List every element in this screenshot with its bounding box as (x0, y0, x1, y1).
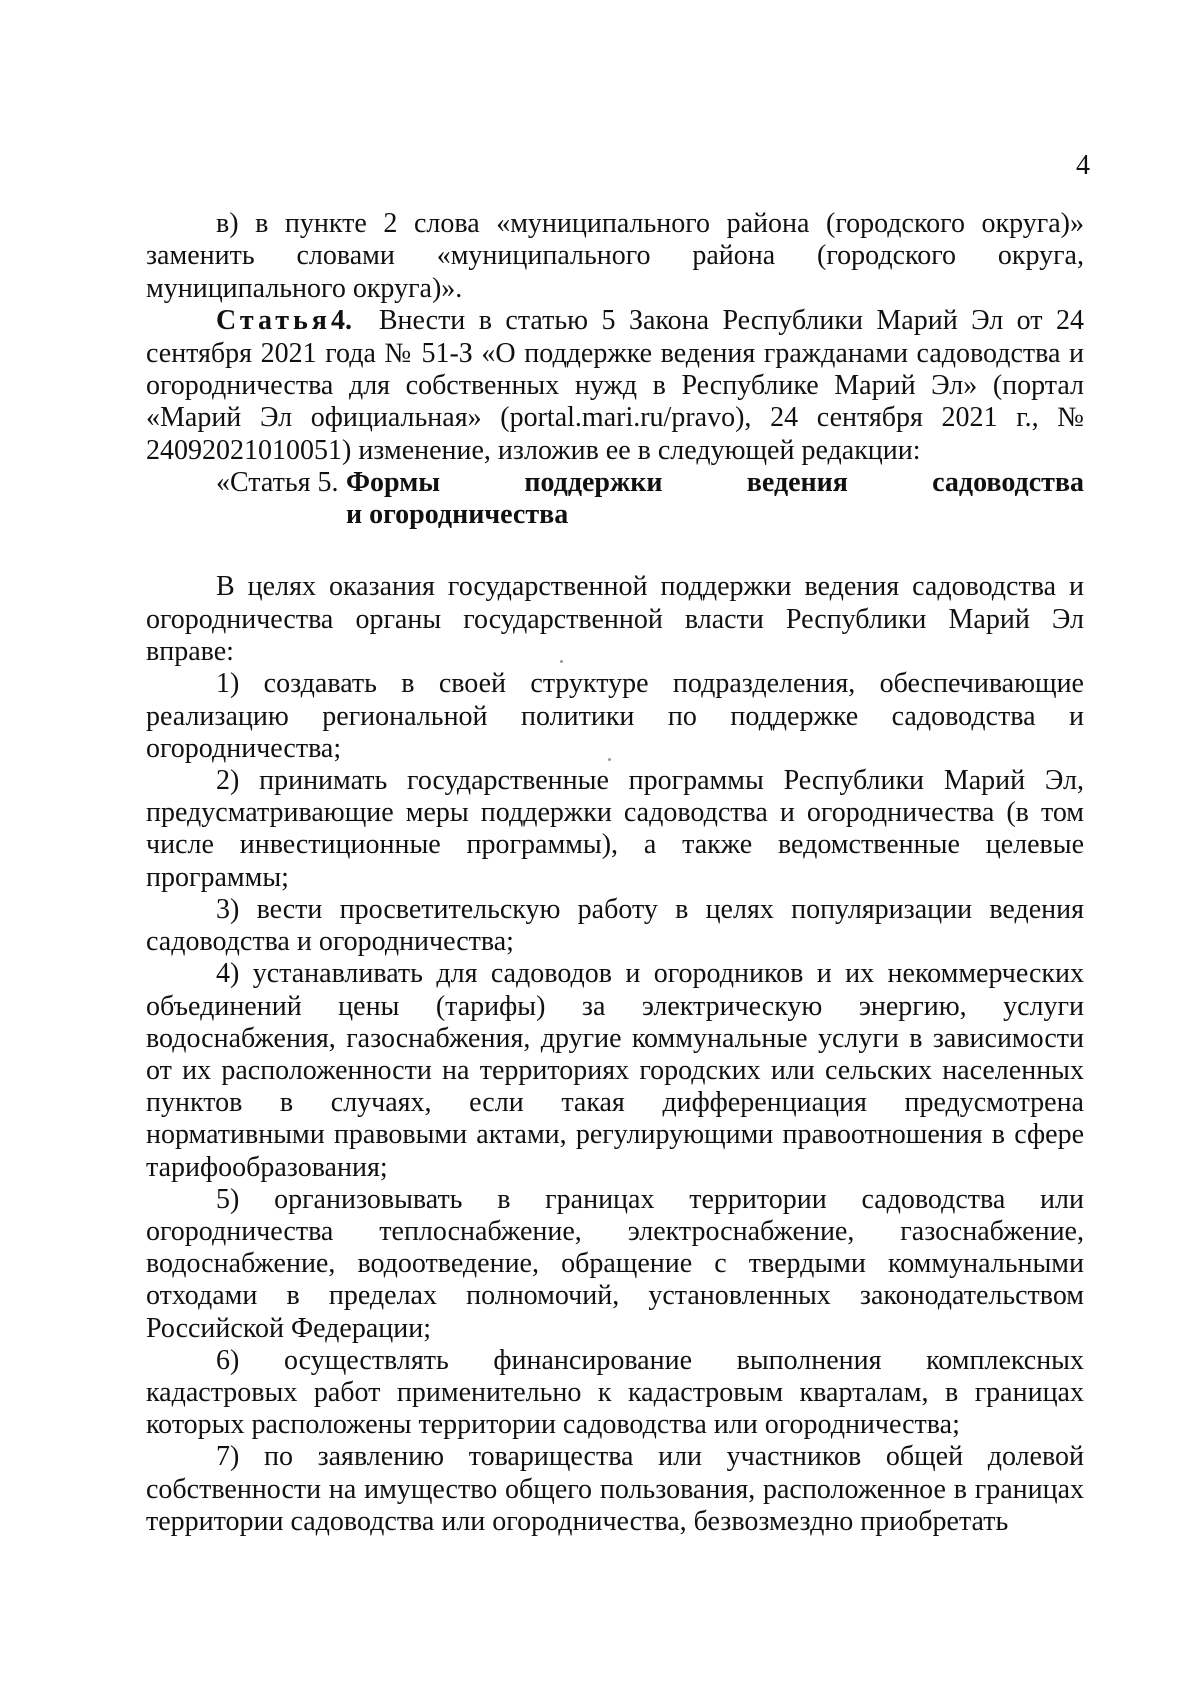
scan-speck (608, 758, 611, 761)
list-item-3: 3) вести просветительскую работу в целях популяризации ведения садоводства и огородничества; (146, 893, 1084, 958)
article-4-number: 4. (330, 305, 352, 337)
list-item-4: 4) устанавливать для садоводов и огородников и их некоммерческих объединений цены (тарифы) за электрическую энергию, услуги водоснабжения, газоснабжения, другие коммунальные услуги в зависимости от их расположенности на территориях городских или сельских населенных пунктов в случаях, если такая дифференциация предусмотрена нормативными правовыми актами, регулирующими правоотношения в сфере тарифообразования; (146, 958, 1084, 1183)
list-item-5: 5) организовывать в границах территории садоводства или огородничества теплоснабжение, электроснабжение, газоснабжение, водоснабжение, водоотведение, обращение с твердыми коммунальными отходами в пределах полномочий, установленных законодательством Российской Федерации; (146, 1183, 1084, 1344)
page-number: 4 (1076, 150, 1090, 181)
article-4-text: Внести в статью 5 Закона Республики Марий Эл от 24 сентября 2021 года № 51-З «О поддержке ведения гражданами садоводства и огородничества для собственных нужд в Республике Марий Эл» (портал «Марий Эл официальная» (portal.mari.ru/pravo), 24 сентября 2021 г., № 24092021010051) изменение, изложив ее в следующей редакции: (146, 305, 1084, 466)
list-item-1: 1) создавать в своей структуре подразделения, обеспечивающие реализацию региональной политики по поддержке садоводства и огородничества; (146, 668, 1084, 764)
list-item-7: 7) по заявлению товарищества или участников общей долевой собственности на имущество общего пользования, расположенное в границах территории садоводства или огородничества, безвозмездно приобретать (146, 1441, 1084, 1537)
article-5-intro: В целях оказания государственной поддержки ведения садоводства и огородничества органы государственной власти Республики Марий Эл вправе: (146, 571, 1084, 668)
list-item-6: 6) осуществлять финансирование выполнения комплексных кадастровых работ применительно к кадастровым кварталам, в границах которых расположены территории садоводства или огородничества; (146, 1344, 1084, 1441)
scan-speck (560, 660, 563, 663)
article-5-title-line-1: Формы поддержки ведения садоводства (346, 467, 1084, 499)
article-4-label: Статья (216, 305, 331, 337)
article-5-title (346, 467, 1084, 531)
list-item-2: 2) принимать государственные программы Республики Марий Эл, предусматривающие меры поддержки садоводства и огородничества (в том числе инвестиционные программы), а также ведомственные целевые программы; (146, 765, 1084, 893)
article-5-title-line-2: и огородничества (346, 499, 569, 531)
paragraph-item-v: в) в пункте 2 слова «муниципального района (городского округа)» заменить словами «муниципального района (городского округа, муниципального округа)». (146, 208, 1084, 304)
document-body (146, 208, 1084, 1538)
article-4-paragraph (146, 305, 1084, 467)
article-5-heading (146, 467, 1084, 531)
article-5-prefix: «Статья 5. (216, 467, 339, 499)
heading-spacer (146, 531, 1084, 571)
